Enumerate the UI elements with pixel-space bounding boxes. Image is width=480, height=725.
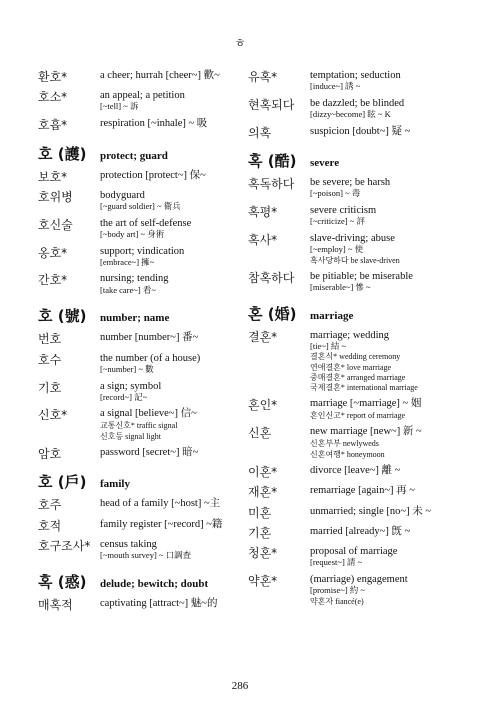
entry-definition: [310, 70, 468, 92]
entry-definition: [100, 381, 258, 403]
entry-row: [38, 447, 258, 461]
heading-gloss: number; name: [100, 312, 170, 325]
entry-word: 신호*: [38, 408, 68, 423]
entry-row: [38, 190, 258, 212]
etymology-text: [induce~] 誘 ~: [310, 81, 361, 92]
entry-definition: [310, 426, 468, 458]
entry-row: [38, 539, 258, 561]
page-header-letter: ㅎ: [234, 36, 246, 50]
entry-row: [248, 205, 468, 227]
section: [248, 70, 468, 140]
etymology-text: [embrace~] 擁~: [100, 256, 155, 267]
entry-word: 환호*: [38, 70, 68, 84]
compound-entry: 혹사당하다 be slave-driven: [310, 255, 400, 265]
definition-text: family register [~record] ~籍: [100, 518, 223, 530]
section: [38, 305, 258, 461]
entry-word: 결혼*: [248, 329, 278, 344]
entry-definition: [100, 498, 258, 510]
entry-word: 호소*: [38, 90, 68, 105]
entry-row: [38, 598, 258, 612]
entry-word: 호적: [38, 518, 62, 533]
entry-row: [38, 498, 258, 512]
entry-definition: [100, 118, 258, 130]
entry-definition: [100, 598, 258, 610]
etymology-text: [promise~] 約 ~: [310, 585, 365, 596]
entry-definition: [100, 90, 258, 112]
definition-text: temptation; seduction: [310, 70, 401, 81]
etymology-text: [~guard soldier] ~ 衛兵: [100, 201, 181, 212]
entry-row: [248, 271, 468, 293]
entry-row: [38, 273, 258, 295]
entry-row: [38, 218, 258, 240]
entry-word: 혹평*: [248, 204, 278, 219]
entry-word: 기호: [38, 380, 62, 395]
entry-row: [248, 177, 468, 199]
entry-row: [38, 70, 258, 84]
definition-text: census taking: [100, 538, 157, 550]
section-heading: [38, 571, 258, 592]
entry-word: 혹독하다: [248, 177, 295, 192]
definition-text: be dazzled; be blinded: [310, 97, 405, 109]
compound-entry: 신혼여행* honeymoon: [310, 449, 385, 459]
entry-row: [248, 465, 468, 479]
definition-text: be pitiable; be miserable: [310, 270, 413, 282]
entry-word: 호위병: [38, 190, 73, 204]
entry-row: [38, 118, 258, 132]
definition-text: an appeal; a petition: [100, 90, 185, 102]
section: [248, 303, 468, 607]
entry-row: [248, 526, 468, 540]
etymology-text: [~number] ~ 數: [100, 363, 154, 374]
section-heading: [38, 305, 258, 326]
right-column: [248, 70, 468, 616]
entry-definition: [310, 506, 468, 518]
entry-row: [248, 126, 468, 140]
entry-word: 이혼*: [248, 464, 278, 479]
entry-definition: [310, 233, 468, 265]
compound-entry: 중매결혼* arranged marriage: [310, 372, 406, 382]
entry-definition: [100, 218, 258, 240]
entry-word: 호신술: [38, 217, 73, 232]
entry-row: [248, 98, 468, 120]
entry-word: 옹호*: [38, 245, 68, 260]
entry-word: 재혼*: [248, 485, 278, 500]
entry-row: [248, 574, 468, 606]
section: [38, 471, 258, 561]
etymology-text: [~tell] ~ 訴: [100, 101, 139, 112]
definition-text: support; vindication: [100, 245, 185, 257]
compound-entry: 연애결혼* love marriage: [310, 362, 392, 372]
heading-gloss: delude; bewitch; doubt: [100, 577, 209, 590]
entry-definition: [100, 190, 258, 212]
entry-definition: [100, 70, 258, 82]
entry-definition: [310, 177, 468, 199]
entry-word: 호흡*: [38, 118, 68, 133]
compound-entry: 신호등 signal light: [100, 431, 161, 441]
etymology-text: [~employ] ~ 使: [310, 243, 364, 254]
compound-entry: 약혼자 fiancé(e): [310, 597, 364, 607]
entry-word: 번호: [38, 332, 62, 347]
entry-definition: [310, 574, 468, 606]
definition-text: respiration [~inhale] ~ 吸: [100, 118, 208, 130]
etymology-text: [tie~] 結 ~: [310, 340, 347, 351]
entry-word: 의혹: [248, 125, 272, 140]
entry-definition: [310, 330, 468, 393]
heading-gloss: severe: [310, 157, 340, 170]
definition-text: captivating [attract~] 魅~的: [100, 597, 218, 609]
entry-word: 현혹되다: [248, 97, 295, 112]
entry-definition: [100, 447, 258, 459]
entry-row: [248, 426, 468, 458]
entry-word: 암호: [38, 446, 62, 461]
definition-text: the number (of a house): [100, 352, 201, 364]
entry-definition: [100, 332, 258, 344]
heading-gloss: marriage: [310, 309, 354, 322]
entry-definition: [310, 205, 468, 227]
entry-word: 미혼: [248, 505, 272, 520]
entry-row: [38, 519, 258, 533]
entry-definition: [310, 98, 468, 120]
entry-row: [38, 381, 258, 403]
definition-text: (marriage) engagement: [310, 574, 408, 586]
heading-hanja: 혹 (惑): [38, 572, 87, 591]
etymology-text: [take care~] 看~: [100, 284, 156, 295]
entry-word: 보호*: [38, 169, 68, 184]
section-heading: [38, 143, 258, 164]
entry-definition: [100, 246, 258, 268]
etymology-text: [request~] 請 ~: [310, 557, 363, 568]
definition-text: proposal of marriage: [310, 546, 398, 558]
definition-text: a sign; symbol: [100, 380, 162, 392]
heading-hanja: 호 (護): [38, 144, 87, 163]
entry-definition: [100, 519, 258, 531]
definition-text: unmarried; single [no~] 未 ~: [310, 505, 432, 517]
entry-word: 호구조사*: [38, 538, 91, 553]
definition-text: severe criticism: [310, 204, 377, 216]
left-column: [38, 70, 258, 622]
entry-row: [38, 246, 258, 268]
entry-word: 혼인*: [248, 398, 278, 413]
compound-entry: 결혼식* wedding ceremony: [310, 352, 401, 362]
etymology-text: [record~] 記~: [100, 391, 148, 402]
heading-gloss: protect; guard: [100, 149, 168, 162]
entry-row: [248, 70, 468, 92]
section: [38, 70, 258, 133]
section: [38, 143, 258, 296]
etymology-text: [~mouth survey] ~ 口調査: [100, 550, 192, 561]
entry-word: 유혹*: [248, 70, 278, 84]
entry-definition: [100, 353, 258, 375]
entry-definition: [310, 546, 468, 568]
entry-row: [248, 546, 468, 568]
entry-row: [38, 170, 258, 184]
entry-definition: [310, 271, 468, 293]
definition-text: a cheer; hurrah [cheer~] 歡~: [100, 70, 220, 81]
entry-row: [248, 398, 468, 420]
entry-row: [248, 485, 468, 499]
entry-definition: [310, 126, 468, 138]
entry-word: 호수: [38, 352, 62, 367]
entry-word: 참혹하다: [248, 270, 295, 285]
entry-definition: [100, 408, 258, 440]
heading-hanja: 호 (號): [38, 307, 87, 326]
heading-hanja: 혼 (婚): [248, 304, 297, 323]
entry-row: [38, 353, 258, 375]
heading-hanja: 호 (戶): [38, 473, 87, 492]
page-number: 286: [231, 680, 249, 692]
definition-text: number [number~] 番~: [100, 332, 199, 344]
heading-hanja: 혹 (酷): [248, 152, 297, 171]
definition-text: password [secret~] 暗~: [100, 446, 199, 458]
entry-definition: [100, 273, 258, 295]
definition-text: head of a family [~host] ~主: [100, 498, 221, 510]
definition-text: bodyguard: [100, 190, 145, 201]
entry-word: 매혹적: [38, 597, 73, 612]
definition-text: nursing; tending: [100, 273, 169, 285]
entry-definition: [100, 539, 258, 561]
entry-word: 신혼: [248, 426, 272, 441]
definition-text: the art of self-defense: [100, 217, 192, 229]
entry-word: 기혼: [248, 525, 272, 540]
section-heading: [248, 150, 468, 171]
entry-row: [248, 233, 468, 265]
section-heading: [248, 303, 468, 324]
compound-entry: 교통신호* traffic signal: [100, 421, 178, 431]
definition-text: remarriage [again~] 再 ~: [310, 485, 415, 497]
definition-text: protection [protect~] 保~: [100, 169, 206, 181]
definition-text: marriage; wedding: [310, 329, 390, 341]
definition-text: divorce [leave~] 離 ~: [310, 464, 401, 476]
entry-word: 혹사*: [248, 232, 278, 247]
definition-text: married [already~] 旣 ~: [310, 525, 411, 537]
entry-definition: [310, 485, 468, 497]
entry-word: 약혼*: [248, 574, 278, 589]
etymology-text: [~criticize] ~ 評: [310, 215, 365, 226]
definition-text: a signal [believe~] 信~: [100, 408, 197, 420]
entry-row: [248, 506, 468, 520]
entry-definition: [100, 170, 258, 182]
definition-text: be severe; be harsh: [310, 177, 391, 189]
entry-definition: [310, 526, 468, 538]
section: [38, 571, 258, 612]
section: [248, 150, 468, 293]
entry-word: 호주: [38, 498, 62, 513]
etymology-text: [~poison] ~ 毒: [310, 188, 361, 199]
entry-word: 간호*: [38, 273, 68, 288]
entry-word: 청혼*: [248, 546, 278, 561]
etymology-text: [dizzy~become] 眩 ~ K: [310, 108, 391, 119]
section-heading: [38, 471, 258, 492]
etymology-text: [~body art] ~ 身術: [100, 228, 165, 239]
etymology-text: [miserable~] 慘 ~: [310, 281, 371, 292]
entry-definition: [310, 465, 468, 477]
definition-text: slave-driving; abuse: [310, 232, 395, 244]
definition-text: new marriage [new~] 新 ~: [310, 426, 422, 438]
compound-entry: 국제결혼* international marriage: [310, 382, 418, 392]
entry-row: [38, 90, 258, 112]
entry-row: [248, 330, 468, 393]
compound-entry: 신혼부부 newlyweds: [310, 439, 379, 449]
definition-text: suspicion [doubt~] 疑 ~: [310, 125, 411, 137]
heading-gloss: family: [100, 478, 130, 491]
entry-row: [38, 408, 258, 440]
entry-definition: [310, 398, 468, 420]
compound-entry: 혼인신고* report of marriage: [310, 411, 406, 421]
definition-text: marriage [~marriage] ~ 姻: [310, 398, 422, 410]
entry-row: [38, 332, 258, 346]
